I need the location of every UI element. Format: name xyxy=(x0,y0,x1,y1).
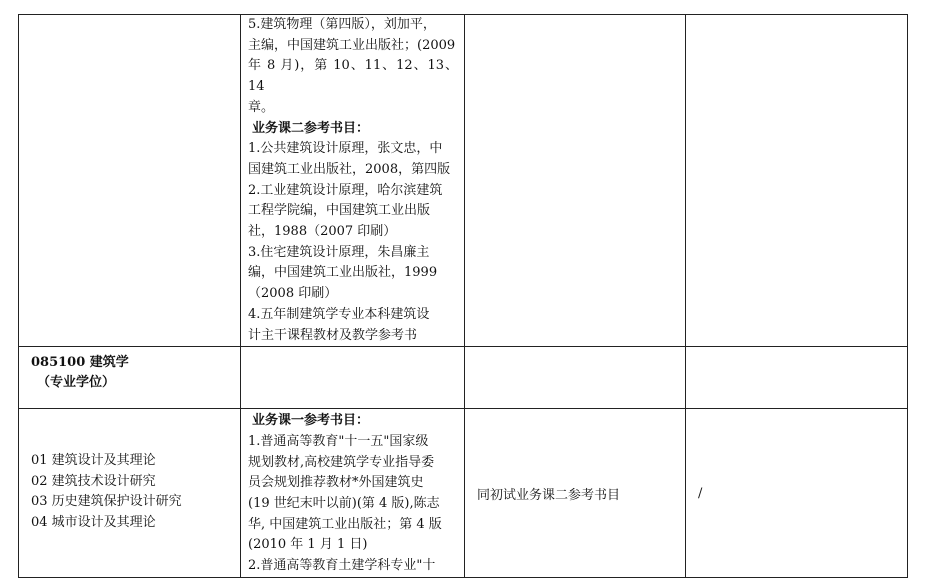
remark-text: / xyxy=(698,485,703,501)
empty-cell xyxy=(241,347,465,409)
book-line: （2008 印刷） xyxy=(248,286,338,302)
major-type: （专业学位） xyxy=(37,375,116,391)
book-line: 1.普通高等教育"十一五"国家级 xyxy=(248,433,429,449)
book-line: 工程学院编，中国建筑工业出版 xyxy=(248,203,431,219)
book-line: 员会规划推荐教材*外国建筑史 xyxy=(248,475,424,491)
admissions-reference-table xyxy=(18,14,908,578)
course1-heading: 业务课一参考书目： xyxy=(252,413,370,429)
empty-cell xyxy=(19,15,241,347)
retest-refs-cell xyxy=(465,409,686,578)
retest-refs-text: 同初试业务课二参考书目 xyxy=(477,487,621,503)
book-line: (2010 年 1 月 1 日) xyxy=(248,537,368,553)
book-line: 1.公共建筑设计原理，张文忠，中 xyxy=(248,141,443,157)
major-cell xyxy=(19,347,241,409)
book-line: 2.普通高等教育土建学科专业"十 xyxy=(248,558,436,574)
direction-item: 01 建筑设计及其理论 xyxy=(31,453,156,469)
major-code: 085100 建筑学 xyxy=(31,355,129,371)
table-row xyxy=(19,409,908,578)
table-row xyxy=(19,347,908,409)
course2-heading: 业务课二参考书目： xyxy=(252,120,370,136)
table-row xyxy=(19,15,908,347)
empty-cell xyxy=(465,15,686,347)
remark-cell xyxy=(686,409,908,578)
book-line: 2.工业建筑设计原理，哈尔滨建筑 xyxy=(248,182,443,198)
book-line: 主编，中国建筑工业出版社；(2009 xyxy=(248,37,456,53)
book-line: (19 世纪末叶以前)(第 4 版),陈志 xyxy=(248,496,440,512)
direction-item: 03 历史建筑保护设计研究 xyxy=(31,494,182,510)
book-line: 国建筑工业出版社，2008，第四版 xyxy=(248,161,451,177)
empty-cell xyxy=(686,347,908,409)
direction-item: 04 城市设计及其理论 xyxy=(31,514,156,530)
book-line: 计主干课程教材及教学参考书 xyxy=(248,327,418,343)
book-line: 4.五年制建筑学专业本科建筑设 xyxy=(248,306,430,322)
reference-books-cell xyxy=(241,409,465,578)
book-line: 年 8 月)，第 10、11、12、13、14 xyxy=(248,58,458,95)
empty-cell xyxy=(465,347,686,409)
reference-books-cell xyxy=(241,15,465,347)
book-line: 社，1988（2007 印刷） xyxy=(248,224,397,240)
book-line: 编，中国建筑工业出版社，1999 xyxy=(248,265,438,281)
book-line: 3.住宅建筑设计原理，朱昌廉主 xyxy=(248,244,430,260)
empty-cell xyxy=(686,15,908,347)
book-line: 规划教材,高校建筑学专业指导委 xyxy=(248,454,435,470)
book-line: 5.建筑物理（第四版），刘加平， xyxy=(248,17,436,32)
book-line: 华, 中国建筑工业出版社；第 4 版 xyxy=(248,516,442,532)
research-directions-cell xyxy=(19,409,241,578)
direction-item: 02 建筑技术设计研究 xyxy=(31,473,156,489)
book-line: 章。 xyxy=(248,99,275,115)
